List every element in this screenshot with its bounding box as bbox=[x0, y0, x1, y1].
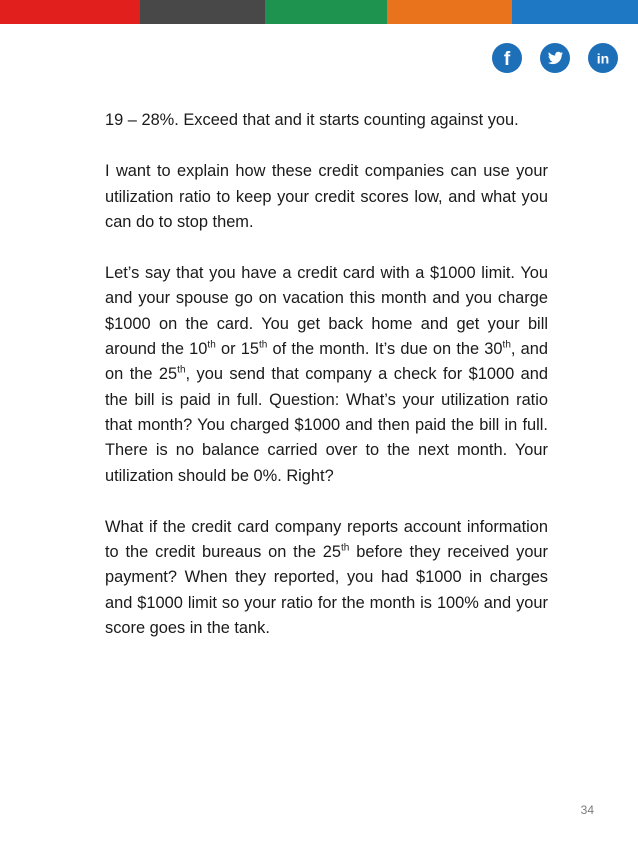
paragraph-4 bbox=[105, 515, 548, 641]
p3-part-a: Let’s say that you have a credit card with a $1000 limit. You and your spouse go on vacation this month and you charge $1000 on the card. You get back home and get your bill around the 10 bbox=[105, 264, 548, 359]
p3-part-b: or 15 bbox=[215, 340, 259, 359]
page-number: 34 bbox=[580, 803, 594, 817]
paragraph-2 bbox=[105, 159, 548, 235]
p3-part-d: , and on the 25 bbox=[105, 340, 548, 384]
social-links bbox=[492, 43, 618, 73]
bar-segment-green bbox=[265, 0, 387, 24]
paragraph-1 bbox=[105, 108, 548, 133]
linkedin-icon[interactable] bbox=[588, 43, 618, 73]
paragraph-1-text: 19 – 28%. Exceed that and it starts counting against you. bbox=[105, 111, 519, 129]
svg-text:in: in bbox=[596, 50, 610, 67]
p4-part-b: before they received your payment? When they reported, you had $1000 in charges and $1000 limit so your ratio for the month is 100% and your score goes in the tank. bbox=[105, 543, 549, 638]
facebook-icon[interactable] bbox=[492, 43, 522, 73]
top-color-bar bbox=[0, 0, 638, 24]
bar-segment-red bbox=[0, 0, 140, 24]
p4-sup-1: th bbox=[341, 542, 350, 554]
p3-sup-3: th bbox=[502, 339, 511, 351]
p3-part-c: of the month. It’s due on the 30 bbox=[267, 340, 503, 359]
paragraph-2-text: I want to explain how these credit companies can use your utilization ratio to keep your credit scores low, and what you can do to stop them. bbox=[105, 162, 548, 231]
paragraph-3 bbox=[105, 261, 548, 489]
body-text bbox=[105, 108, 548, 667]
bar-segment-orange bbox=[387, 0, 512, 24]
twitter-icon[interactable] bbox=[540, 43, 570, 73]
bar-segment-gray bbox=[140, 0, 265, 24]
p3-sup-1: th bbox=[207, 339, 216, 351]
p4-part-a: What if the credit card company reports account information to the credit bureaus on the 25 bbox=[105, 517, 548, 562]
p3-sup-2: th bbox=[258, 339, 268, 351]
p3-part-e: , you send that company a check for $1000 and the bill is paid in full. Question: What’s your utilization ratio that month? You charged $1000 and then paid the bill in full. There is no balance carried over to the next month. Your utilization should be 0%. Right? bbox=[105, 365, 548, 485]
p3-sup-4: th bbox=[177, 364, 186, 376]
svg-text:f: f bbox=[503, 49, 511, 70]
bar-segment-blue bbox=[512, 0, 638, 24]
